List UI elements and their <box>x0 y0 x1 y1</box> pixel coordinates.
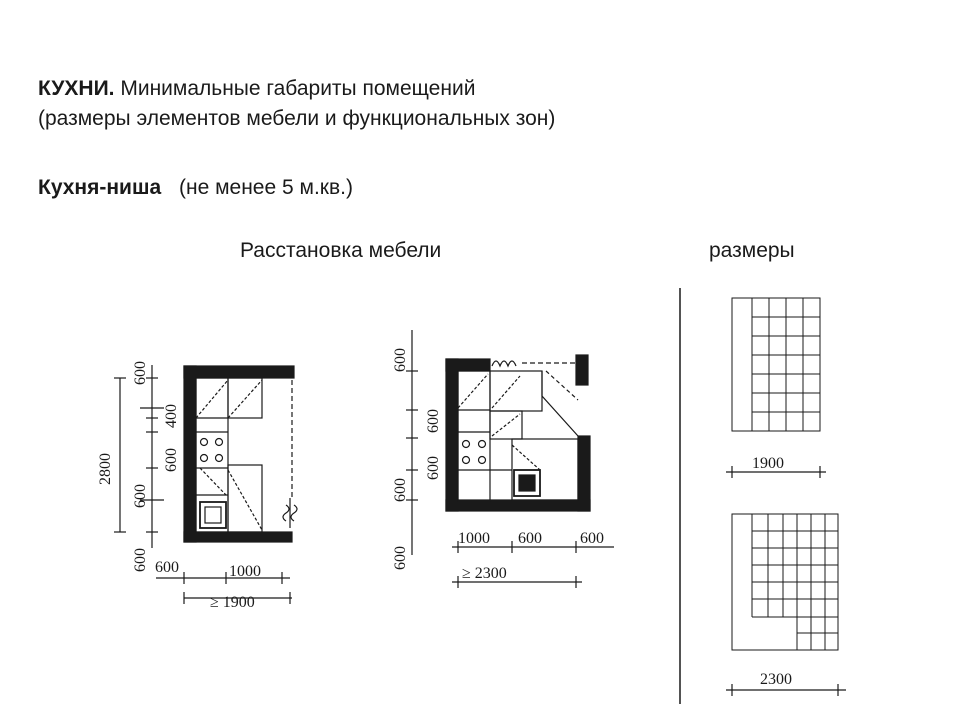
plan-a-hatch <box>228 380 262 418</box>
plan-b-radiator-icon <box>492 361 516 366</box>
plan-a-wall-top <box>184 366 294 378</box>
plan-b-wall-bottom <box>446 500 590 511</box>
plan-a-dim-h-right: 1000 <box>229 563 261 580</box>
plan-b-dim-mid2: 600 <box>425 456 442 480</box>
plan-b-dim-low: 600 <box>392 478 409 502</box>
plan-b-burner-icon <box>463 441 470 448</box>
plan-a-hatch <box>228 470 262 530</box>
plan-a-burner-icon <box>201 455 208 462</box>
plan-b-counter-left <box>458 371 490 501</box>
plan-a-dim-top: 600 <box>132 361 149 385</box>
plan-a-dim-400: 400 <box>163 404 180 428</box>
plan-a-dim-600b: 600 <box>132 484 149 508</box>
grid-a-outline <box>732 298 820 431</box>
niche-note: (не менее 5 м.кв.) <box>178 176 353 199</box>
plan-b-hatch <box>492 376 520 408</box>
plan-b-dim-bottom: 600 <box>392 546 409 570</box>
plan-b-hatch <box>512 445 540 470</box>
plan-b-wall-top-right <box>576 355 588 385</box>
plan-a-labels <box>97 361 261 611</box>
plan-b-dim-h1: 1000 <box>458 530 490 547</box>
grid-a-lines <box>752 298 820 431</box>
plan-a-hatch <box>196 380 228 418</box>
plan-b-burner-icon <box>463 457 470 464</box>
grid-b-notch <box>752 617 797 650</box>
plan-a-burner-icon <box>216 439 223 446</box>
plan-b-dim-top: 600 <box>392 348 409 372</box>
plan-a-sink-icon <box>200 502 226 528</box>
plan-a-wall-bottom <box>184 532 292 542</box>
plan-a-counter-lower <box>228 465 262 532</box>
heading-subtitle: (размеры элементов мебели и функциональных зон) <box>38 107 556 130</box>
plan-b-burner-icon <box>479 457 486 464</box>
grid-b <box>726 514 846 696</box>
plan-b-dim-mid1: 600 <box>425 409 442 433</box>
grid-a <box>726 298 826 478</box>
grid-b-lines <box>752 514 838 650</box>
heading-bold: КУХНИ. <box>38 77 115 100</box>
plan-b-hatch <box>458 374 488 408</box>
plan-a-hatch <box>200 468 226 495</box>
plan-a-burner-icon <box>201 439 208 446</box>
plan-b-dim-h-total: ≥ 2300 <box>462 565 507 582</box>
plan-a-dim-h-left: 600 <box>155 559 179 576</box>
plan-b-counter-top <box>490 371 542 411</box>
plan-a-burner-icon <box>216 455 223 462</box>
plan-b-burner-icon <box>479 441 486 448</box>
plan-b-wall-top <box>446 359 490 371</box>
plan-b-dim-h2: 600 <box>518 530 542 547</box>
plan-a-dim-h-total: ≥ 1900 <box>210 594 255 611</box>
heading-rest: Минимальные габариты помещений <box>114 77 476 100</box>
plan-a-dim-600a: 600 <box>163 448 180 472</box>
grid-a-width: 1900 <box>752 455 784 472</box>
plan-b-wall-left <box>446 359 458 511</box>
plan-b-sink-inner <box>519 475 535 491</box>
plan-b-dim-h3: 600 <box>580 530 604 547</box>
plan-b-corner-dashed <box>546 371 578 400</box>
plan-b-hatch <box>492 414 520 436</box>
plan-a-sink-inner <box>205 507 221 523</box>
plan-a-dim-total: 2800 <box>97 453 114 485</box>
section-label-dimensions: размеры <box>709 239 795 262</box>
niche-label: Кухня-ниша <box>38 176 162 199</box>
section-label-furniture: Расстановка мебели <box>240 239 442 262</box>
plan-b-corner-counter <box>542 371 578 436</box>
plan-a-wall-left <box>184 366 196 542</box>
grid-b-width: 2300 <box>760 671 792 688</box>
plan-a-dim-bottom: 600 <box>132 548 149 572</box>
